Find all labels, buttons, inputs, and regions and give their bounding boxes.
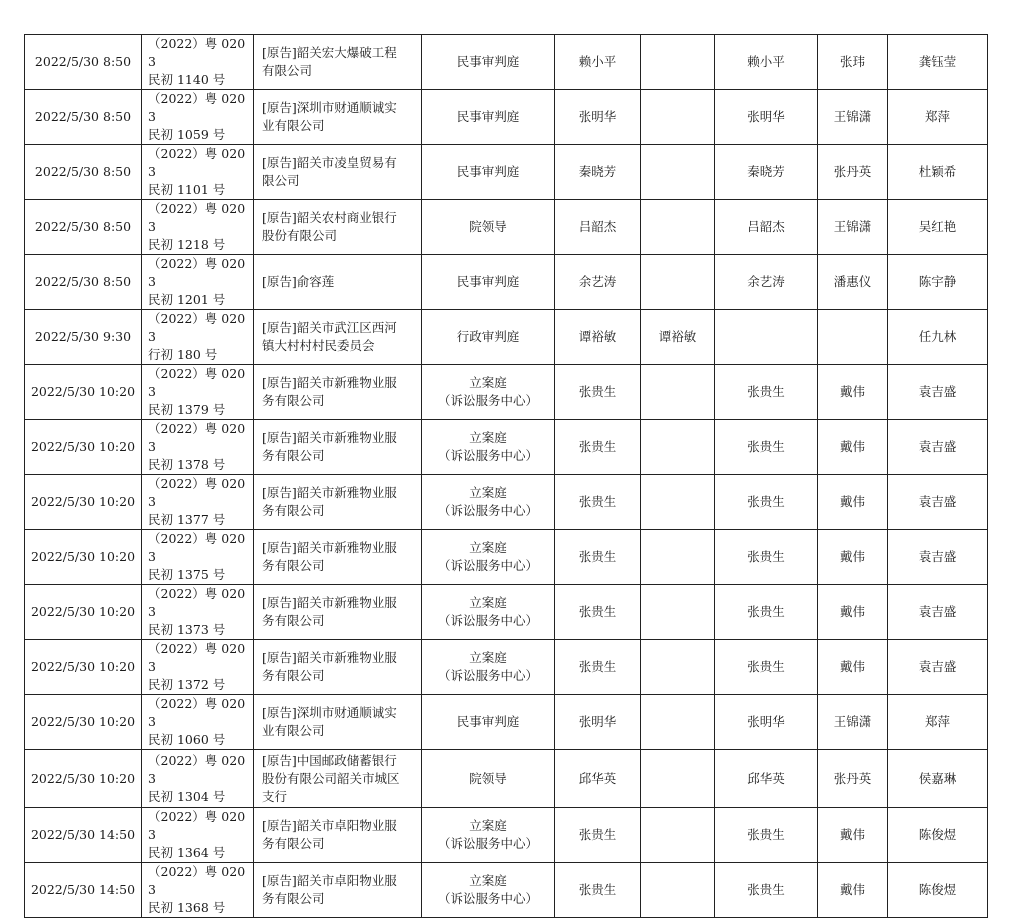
cell-text-line: 务有限公司	[262, 891, 325, 906]
department-cell	[422, 310, 555, 365]
table-row	[25, 420, 988, 475]
cell-text-line: 立案庭	[469, 375, 507, 390]
department-cell	[422, 640, 555, 695]
hearing-schedule-table	[24, 34, 988, 918]
judge-cell	[641, 750, 715, 808]
hearing-time-cell: 2022/5/30 9:30	[25, 310, 142, 365]
presiding-judge-cell: 张贵生	[555, 475, 641, 530]
hearing-time-cell: 2022/5/30 10:20	[25, 640, 142, 695]
undertaking-judge-cell: 张贵生	[715, 640, 818, 695]
cell-text-line: （2022）粤 0203	[148, 366, 246, 399]
party-cell	[254, 585, 422, 640]
clerk-cell: 袁吉盛	[888, 585, 988, 640]
table-row	[25, 640, 988, 695]
presiding-judge-cell: 张贵生	[555, 808, 641, 863]
cell-text-line: 民初 1059 号	[148, 127, 226, 142]
cell-text-line: [原告]俞容莲	[262, 274, 335, 289]
clerk-cell: 郑萍	[888, 90, 988, 145]
judge-assistant-cell: 王锦潇	[818, 695, 888, 750]
presiding-judge-cell: 赖小平	[555, 35, 641, 90]
case-number-cell	[142, 90, 254, 145]
case-number-cell	[142, 255, 254, 310]
judge-assistant-cell: 戴伟	[818, 420, 888, 475]
cell-text-line: 立案庭	[469, 485, 507, 500]
cell-text-line: 立案庭	[469, 873, 507, 888]
cell-text-line: 支行	[262, 788, 288, 804]
cell-text-line: 民初 1372 号	[148, 677, 226, 692]
undertaking-judge-cell: 张明华	[715, 90, 818, 145]
cell-text-line: （诉讼服务中心）	[437, 668, 538, 683]
case-number-cell	[142, 640, 254, 695]
hearing-time-cell: 2022/5/30 8:50	[25, 35, 142, 90]
presiding-judge-cell: 张贵生	[555, 640, 641, 695]
cell-text-line: 有限公司	[262, 63, 313, 78]
judge-assistant-cell: 戴伟	[818, 365, 888, 420]
judge-cell	[641, 365, 715, 420]
cell-text-line: 立案庭	[469, 818, 507, 833]
judge-assistant-cell: 戴伟	[818, 640, 888, 695]
cell-text-line: 民事审判庭	[456, 164, 520, 179]
hearing-time-cell: 2022/5/30 10:20	[25, 530, 142, 585]
cell-text-line: 务有限公司	[262, 836, 325, 851]
presiding-judge-cell: 张明华	[555, 695, 641, 750]
cell-text-line: [原告]中国邮政储蓄银行	[262, 752, 397, 768]
cell-text-line: 民事审判庭	[456, 54, 520, 69]
table-row	[25, 863, 988, 918]
judge-cell	[641, 475, 715, 530]
undertaking-judge-cell: 张贵生	[715, 420, 818, 475]
cell-text-line: 务有限公司	[262, 613, 325, 628]
hearing-time-cell: 2022/5/30 8:50	[25, 90, 142, 145]
judge-cell	[641, 530, 715, 585]
cell-text-line: 民初 1375 号	[148, 567, 226, 582]
cell-text-line: 务有限公司	[262, 503, 325, 518]
cell-text-line: [原告]韶关宏大爆破工程	[262, 45, 397, 60]
cell-text-line: 民初 1373 号	[148, 622, 226, 637]
undertaking-judge-cell	[715, 310, 818, 365]
cell-text-line: 民初 1379 号	[148, 402, 226, 417]
cell-text-line: [原告]韶关农村商业银行	[262, 210, 397, 225]
cell-text-line: 民初 1060 号	[148, 732, 226, 747]
judge-assistant-cell: 戴伟	[818, 808, 888, 863]
cell-text-line: 务有限公司	[262, 668, 325, 683]
cell-text-line: （诉讼服务中心）	[437, 613, 538, 628]
table-row	[25, 475, 988, 530]
case-number-cell	[142, 35, 254, 90]
cell-text-line: （诉讼服务中心）	[437, 836, 538, 851]
table-row	[25, 530, 988, 585]
case-number-cell	[142, 310, 254, 365]
cell-text-line: [原告]深圳市财通顺诚实	[262, 705, 397, 720]
table-row	[25, 695, 988, 750]
cell-text-line: （2022）粤 0203	[148, 201, 246, 234]
cell-text-line: （诉讼服务中心）	[437, 891, 538, 906]
judge-assistant-cell: 戴伟	[818, 585, 888, 640]
cell-text-line: 民初 1378 号	[148, 457, 226, 472]
cell-text-line: 立案庭	[469, 540, 507, 555]
hearing-time-cell: 2022/5/30 10:20	[25, 420, 142, 475]
undertaking-judge-cell: 张明华	[715, 695, 818, 750]
department-cell	[422, 585, 555, 640]
table-row	[25, 90, 988, 145]
clerk-cell: 袁吉盛	[888, 475, 988, 530]
undertaking-judge-cell: 张贵生	[715, 365, 818, 420]
judge-cell: 谭裕敏	[641, 310, 715, 365]
judge-cell	[641, 90, 715, 145]
clerk-cell: 任九林	[888, 310, 988, 365]
table-row	[25, 808, 988, 863]
cell-text-line: 民初 1304 号	[148, 788, 226, 804]
clerk-cell: 龚钰莹	[888, 35, 988, 90]
party-cell	[254, 90, 422, 145]
party-cell	[254, 420, 422, 475]
undertaking-judge-cell: 张贵生	[715, 530, 818, 585]
cell-text-line: 股份有限公司韶关市城区	[262, 770, 400, 786]
hearing-time-cell: 2022/5/30 8:50	[25, 200, 142, 255]
cell-text-line: 民事审判庭	[456, 714, 520, 729]
clerk-cell: 杜颖希	[888, 145, 988, 200]
cell-text-line: [原告]韶关市新雅物业服	[262, 375, 397, 390]
case-number-cell	[142, 695, 254, 750]
party-cell	[254, 808, 422, 863]
party-cell	[254, 200, 422, 255]
department-cell	[422, 145, 555, 200]
table-row	[25, 365, 988, 420]
cell-text-line: 民初 1140 号	[148, 72, 226, 87]
cell-text-line: （2022）粤 0203	[148, 696, 246, 729]
cell-text-line: （2022）粤 0203	[148, 311, 246, 344]
table-row	[25, 255, 988, 310]
table-row	[25, 310, 988, 365]
cell-text-line: （诉讼服务中心）	[437, 558, 538, 573]
case-number-cell	[142, 200, 254, 255]
cell-text-line: （2022）粤 0203	[148, 146, 246, 179]
judge-assistant-cell: 王锦潇	[818, 200, 888, 255]
judge-assistant-cell: 王锦潇	[818, 90, 888, 145]
case-number-cell	[142, 585, 254, 640]
presiding-judge-cell: 张贵生	[555, 585, 641, 640]
case-number-cell	[142, 863, 254, 918]
undertaking-judge-cell: 余艺涛	[715, 255, 818, 310]
cell-text-line: 民初 1201 号	[148, 292, 226, 307]
presiding-judge-cell: 邱华英	[555, 750, 641, 808]
table-row	[25, 200, 988, 255]
party-cell	[254, 863, 422, 918]
party-cell	[254, 310, 422, 365]
hearing-time-cell: 2022/5/30 10:20	[25, 695, 142, 750]
hearing-time-cell: 2022/5/30 10:20	[25, 585, 142, 640]
cell-text-line: （2022）粤 0203	[148, 864, 246, 897]
presiding-judge-cell: 余艺涛	[555, 255, 641, 310]
cell-text-line: 民事审判庭	[456, 274, 520, 289]
presiding-judge-cell: 谭裕敏	[555, 310, 641, 365]
presiding-judge-cell: 张贵生	[555, 863, 641, 918]
department-cell	[422, 808, 555, 863]
cell-text-line: （诉讼服务中心）	[437, 448, 538, 463]
judge-assistant-cell	[818, 310, 888, 365]
cell-text-line: [原告]韶关市新雅物业服	[262, 485, 397, 500]
cell-text-line: 务有限公司	[262, 448, 325, 463]
cell-text-line: 院领导	[469, 770, 507, 786]
cell-text-line: （诉讼服务中心）	[437, 503, 538, 518]
clerk-cell: 袁吉盛	[888, 530, 988, 585]
hearing-time-cell: 2022/5/30 10:20	[25, 750, 142, 808]
undertaking-judge-cell: 张贵生	[715, 475, 818, 530]
party-cell	[254, 255, 422, 310]
case-number-cell	[142, 475, 254, 530]
hearing-time-cell: 2022/5/30 10:20	[25, 365, 142, 420]
cell-text-line: [原告]韶关市新雅物业服	[262, 430, 397, 445]
department-cell	[422, 863, 555, 918]
department-cell	[422, 530, 555, 585]
case-number-cell	[142, 145, 254, 200]
presiding-judge-cell: 张贵生	[555, 365, 641, 420]
cell-text-line: 立案庭	[469, 430, 507, 445]
cell-text-line: （诉讼服务中心）	[437, 393, 538, 408]
cell-text-line: 业有限公司	[262, 723, 325, 738]
judge-cell	[641, 863, 715, 918]
clerk-cell: 吴红艳	[888, 200, 988, 255]
cell-text-line: （2022）粤 0203	[148, 531, 246, 564]
party-cell	[254, 750, 422, 808]
department-cell	[422, 750, 555, 808]
schedule-rows	[25, 35, 988, 918]
hearing-time-cell: 2022/5/30 14:50	[25, 863, 142, 918]
case-number-cell	[142, 530, 254, 585]
hearing-time-cell: 2022/5/30 14:50	[25, 808, 142, 863]
department-cell	[422, 35, 555, 90]
cell-text-line: [原告]韶关市武江区西河	[262, 320, 397, 335]
cell-text-line: （2022）粤 0203	[148, 421, 246, 454]
case-number-cell	[142, 420, 254, 475]
cell-text-line: 务有限公司	[262, 558, 325, 573]
cell-text-line: 民初 1377 号	[148, 512, 226, 527]
cell-text-line: 民事审判庭	[456, 109, 520, 124]
cell-text-line: 院领导	[469, 219, 507, 234]
judge-cell	[641, 35, 715, 90]
party-cell	[254, 145, 422, 200]
cell-text-line: 民初 1368 号	[148, 900, 226, 915]
party-cell	[254, 35, 422, 90]
cell-text-line: [原告]深圳市财通顺诚实	[262, 100, 397, 115]
cell-text-line: [原告]韶关市新雅物业服	[262, 650, 397, 665]
presiding-judge-cell: 吕韶杰	[555, 200, 641, 255]
clerk-cell: 袁吉盛	[888, 640, 988, 695]
hearing-time-cell: 2022/5/30 8:50	[25, 255, 142, 310]
cell-text-line: [原告]韶关市新雅物业服	[262, 595, 397, 610]
cell-text-line: （2022）粤 0203	[148, 809, 246, 842]
cell-text-line: [原告]韶关市卓阳物业服	[262, 818, 397, 833]
judge-cell	[641, 200, 715, 255]
undertaking-judge-cell: 张贵生	[715, 585, 818, 640]
presiding-judge-cell: 张贵生	[555, 530, 641, 585]
presiding-judge-cell: 张贵生	[555, 420, 641, 475]
party-cell	[254, 695, 422, 750]
cell-text-line: 民初 1218 号	[148, 237, 226, 252]
cell-text-line: 民初 1101 号	[148, 182, 226, 197]
undertaking-judge-cell: 张贵生	[715, 863, 818, 918]
case-number-cell	[142, 808, 254, 863]
cell-text-line: 民初 1364 号	[148, 845, 226, 860]
cell-text-line: 立案庭	[469, 595, 507, 610]
cell-text-line: （2022）粤 0203	[148, 36, 246, 69]
hearing-time-cell: 2022/5/30 10:20	[25, 475, 142, 530]
judge-cell	[641, 640, 715, 695]
judge-cell	[641, 420, 715, 475]
table-row	[25, 750, 988, 808]
presiding-judge-cell: 张明华	[555, 90, 641, 145]
cell-text-line: （2022）粤 0203	[148, 586, 246, 619]
cell-text-line: 行初 180 号	[148, 347, 218, 362]
department-cell	[422, 200, 555, 255]
presiding-judge-cell: 秦晓芳	[555, 145, 641, 200]
party-cell	[254, 475, 422, 530]
judge-cell	[641, 695, 715, 750]
cell-text-line: 股份有限公司	[262, 228, 338, 243]
cell-text-line: 镇大村村村民委员会	[262, 338, 375, 353]
clerk-cell: 陈宇静	[888, 255, 988, 310]
clerk-cell: 郑萍	[888, 695, 988, 750]
department-cell	[422, 695, 555, 750]
cell-text-line: 行政审判庭	[456, 329, 520, 344]
judge-cell	[641, 585, 715, 640]
department-cell	[422, 365, 555, 420]
cell-text-line: 务有限公司	[262, 393, 325, 408]
clerk-cell: 陈俊煜	[888, 808, 988, 863]
judge-cell	[641, 255, 715, 310]
undertaking-judge-cell: 张贵生	[715, 808, 818, 863]
cell-text-line: （2022）粤 0203	[148, 641, 246, 674]
judge-assistant-cell: 张丹英	[818, 145, 888, 200]
table-row	[25, 35, 988, 90]
department-cell	[422, 420, 555, 475]
judge-assistant-cell: 戴伟	[818, 530, 888, 585]
judge-cell	[641, 808, 715, 863]
cell-text-line: （2022）粤 0203	[148, 752, 246, 786]
cell-text-line: 限公司	[262, 173, 300, 188]
department-cell	[422, 90, 555, 145]
table-row	[25, 145, 988, 200]
undertaking-judge-cell: 吕韶杰	[715, 200, 818, 255]
party-cell	[254, 640, 422, 695]
judge-assistant-cell: 戴伟	[818, 475, 888, 530]
cell-text-line: [原告]韶关市卓阳物业服	[262, 873, 397, 888]
clerk-cell: 袁吉盛	[888, 420, 988, 475]
undertaking-judge-cell: 邱华英	[715, 750, 818, 808]
clerk-cell: 袁吉盛	[888, 365, 988, 420]
case-number-cell	[142, 365, 254, 420]
judge-cell	[641, 145, 715, 200]
undertaking-judge-cell: 秦晓芳	[715, 145, 818, 200]
case-number-cell	[142, 750, 254, 808]
cell-text-line: 业有限公司	[262, 118, 325, 133]
cell-text-line: （2022）粤 0203	[148, 476, 246, 509]
judge-assistant-cell: 潘惠仪	[818, 255, 888, 310]
cell-text-line: （2022）粤 0203	[148, 256, 246, 289]
party-cell	[254, 365, 422, 420]
department-cell	[422, 255, 555, 310]
judge-assistant-cell: 戴伟	[818, 863, 888, 918]
undertaking-judge-cell: 赖小平	[715, 35, 818, 90]
cell-text-line: [原告]韶关市凌皇贸易有	[262, 155, 397, 170]
table-row	[25, 585, 988, 640]
cell-text-line: 立案庭	[469, 650, 507, 665]
hearing-time-cell: 2022/5/30 8:50	[25, 145, 142, 200]
party-cell	[254, 530, 422, 585]
cell-text-line: （2022）粤 0203	[148, 91, 246, 124]
cell-text-line: [原告]韶关市新雅物业服	[262, 540, 397, 555]
department-cell	[422, 475, 555, 530]
judge-assistant-cell: 张玮	[818, 35, 888, 90]
clerk-cell: 陈俊煜	[888, 863, 988, 918]
clerk-cell: 侯嘉琳	[888, 750, 988, 808]
judge-assistant-cell: 张丹英	[818, 750, 888, 808]
